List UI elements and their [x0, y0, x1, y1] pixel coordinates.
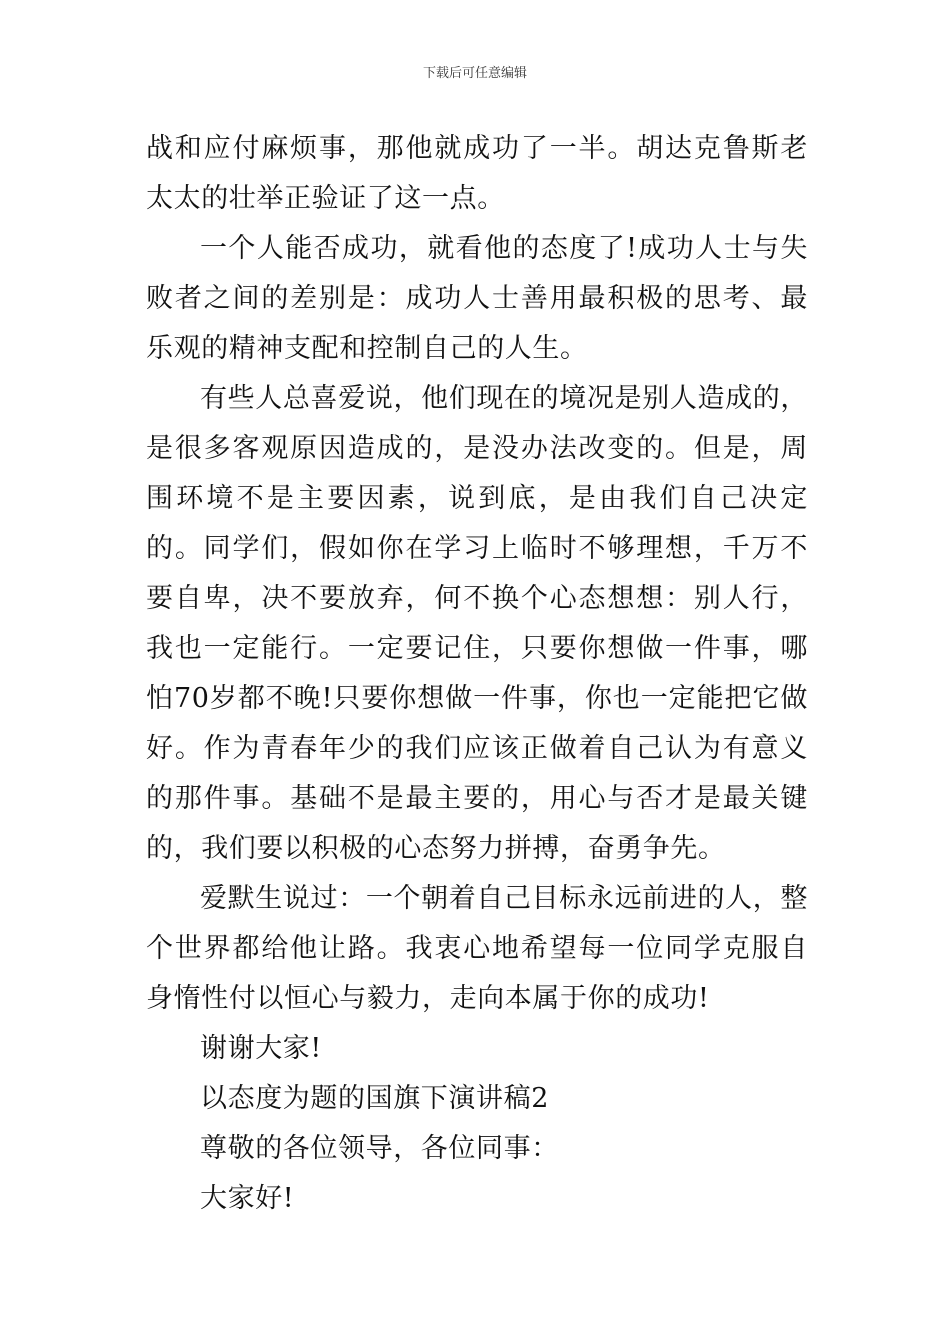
section-title: 以态度为题的国旗下演讲稿2	[200, 1083, 549, 1114]
greeting: 大家好!	[200, 1183, 295, 1214]
paragraph-4: 爱默生说过：一个朝着自己目标永远前进的人，整个世界都给他让路。我衷心地希望每一位同学克服自身惰性付以恒心与毅力，走向本属于你的成功!	[146, 883, 808, 1014]
document-body	[146, 124, 808, 1224]
page-header: 下载后可任意编辑	[422, 66, 527, 81]
paragraph-1: 战和应付麻烦事，那他就成功了一半。胡达克鲁斯老太太的壮举正验证了这一点。	[146, 133, 808, 214]
paragraph-thanks: 谢谢大家!	[200, 1033, 322, 1064]
paragraph-3: 有些人总喜爱说，他们现在的境况是别人造成的，是很多客观原因造成的，是没办法改变的。但是，周围环境不是主要因素，说到底，是由我们自己决定的。同学们，假如你在学习上临时不够理想，千万不要自卑，决不要放弃，何不换个心态想想：别人行，我也一定能行。一定要记住，只要你想做一件事，哪怕70岁都不晚!只要你想做一件事，你也一定能把它做好。作为青春年少的我们应该正做着自己认为有意义的那件事。基础不是最主要的，用心与否才是最关键的，我们要以积极的心态努力拼搏，奋勇争先。	[146, 383, 808, 864]
salutation: 尊敬的各位领导，各位同事：	[200, 1133, 559, 1164]
paragraph-2: 一个人能否成功，就看他的态度了!成功人士与失败者之间的差别是：成功人士善用最积极的思考、最乐观的精神支配和控制自己的人生。	[146, 233, 808, 364]
